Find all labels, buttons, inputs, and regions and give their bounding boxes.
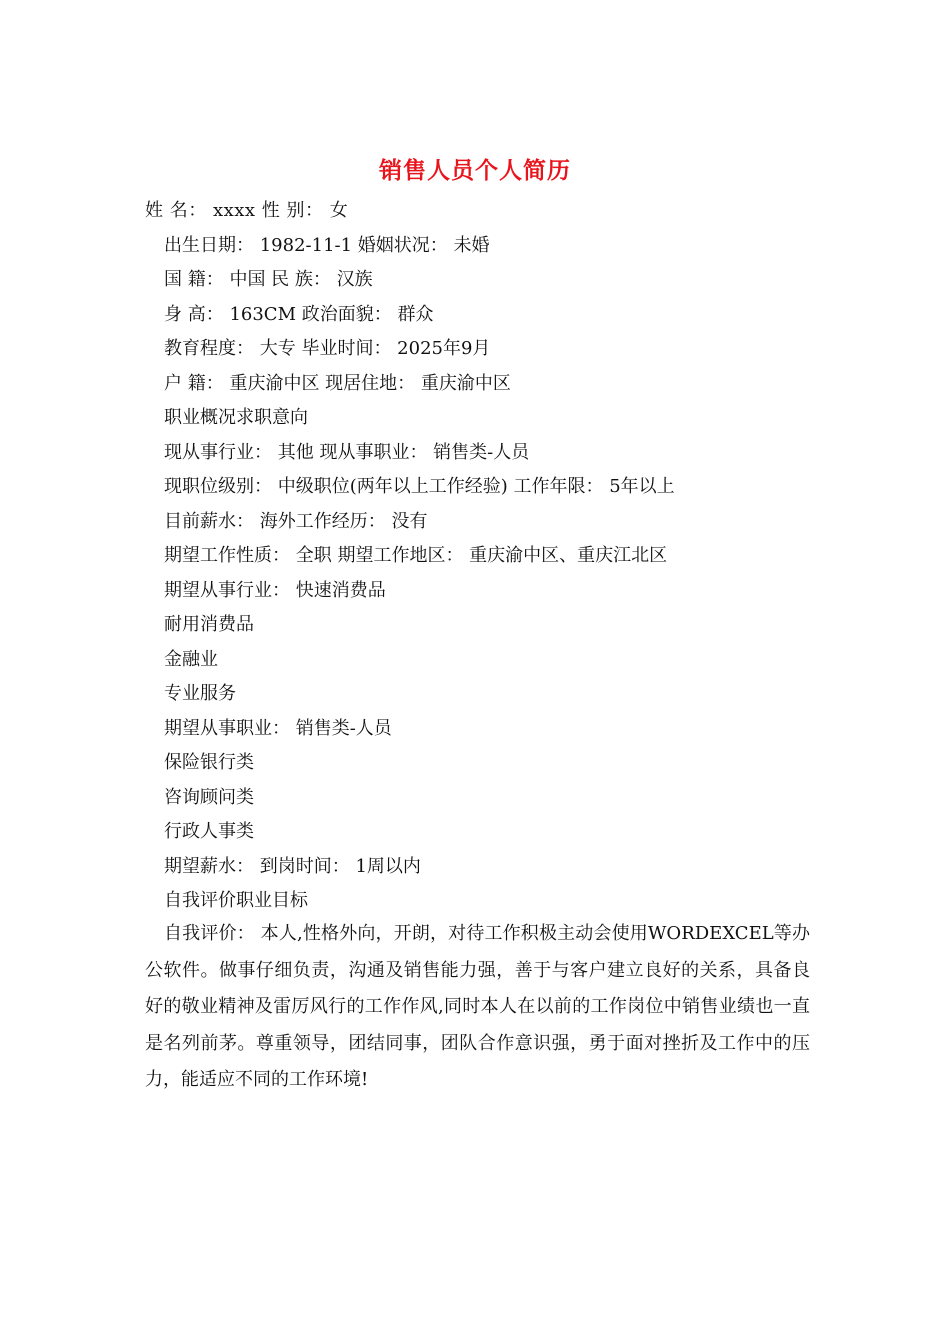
list-item-occupation: 行政人事类 bbox=[164, 821, 254, 842]
info-line-expected-salary-start: 期望薪水： 到岗时间： 1周以内 bbox=[164, 855, 421, 877]
section-heading-career: 职业概况求职意向 bbox=[164, 407, 308, 428]
list-item-occupation: 咨询顾问类 bbox=[164, 786, 254, 808]
list-item-industry: 耐用消费品 bbox=[164, 614, 254, 635]
info-line-birth-marital: 出生日期： 1982-11-1 婚姻状况： 未婚 bbox=[164, 234, 490, 256]
info-line-height-political: 身 高： 163CM 政治面貌： 群众 bbox=[164, 303, 434, 325]
info-line-salary-overseas: 目前薪水： 海外工作经历： 没有 bbox=[164, 510, 428, 532]
info-line-position-level: 现职位级别： 中级职位(两年以上工作经验) 工作年限： 5年以上 bbox=[164, 476, 675, 497]
info-line-expected-industry: 期望从事行业： 快速消费品 bbox=[164, 579, 386, 601]
info-line-expected-nature-area: 期望工作性质： 全职 期望工作地区： 重庆渝中区、重庆江北区 bbox=[164, 545, 668, 566]
section-heading-self-evaluation: 自我评价职业目标 bbox=[164, 890, 308, 911]
list-item-occupation: 保险银行类 bbox=[164, 752, 254, 773]
info-line-education-graduation: 教育程度： 大专 毕业时间： 2025年9月 bbox=[164, 338, 491, 359]
info-line-nationality-ethnicity: 国 籍： 中国 民 族： 汉族 bbox=[164, 269, 373, 290]
info-line-expected-occupation: 期望从事职业： 销售类-人员 bbox=[164, 717, 392, 739]
list-item-industry: 专业服务 bbox=[164, 683, 236, 704]
info-line-name-gender: 姓 名： xxxx 性 别： 女 bbox=[145, 200, 349, 221]
self-evaluation-paragraph: 自我评价： 本人,性格外向，开朗，对待工作积极主动会使用WORDEXCEL等办公软件。做事仔细负责，沟通及销售能力强，善于与客户建立良好的关系，具备良好的敬业精神及雷厉风行的工作作风,同时本人在以前的工作岗位中销售业绩也一直是名列前茅。尊重领导，团结同事，团队合作意识强，勇于面对挫折及工作中的压力，能适应不同的工作环境! bbox=[145, 923, 810, 1091]
list-item-industry: 金融业 bbox=[164, 648, 218, 670]
info-line-current-industry: 现从事行业： 其他 现从事职业： 销售类-人员 bbox=[164, 441, 530, 463]
info-line-hukou-residence: 户 籍： 重庆渝中区 现居住地： 重庆渝中区 bbox=[164, 372, 511, 394]
document-title: 销售人员个人简历 bbox=[379, 157, 571, 184]
resume-info-list bbox=[145, 196, 815, 921]
